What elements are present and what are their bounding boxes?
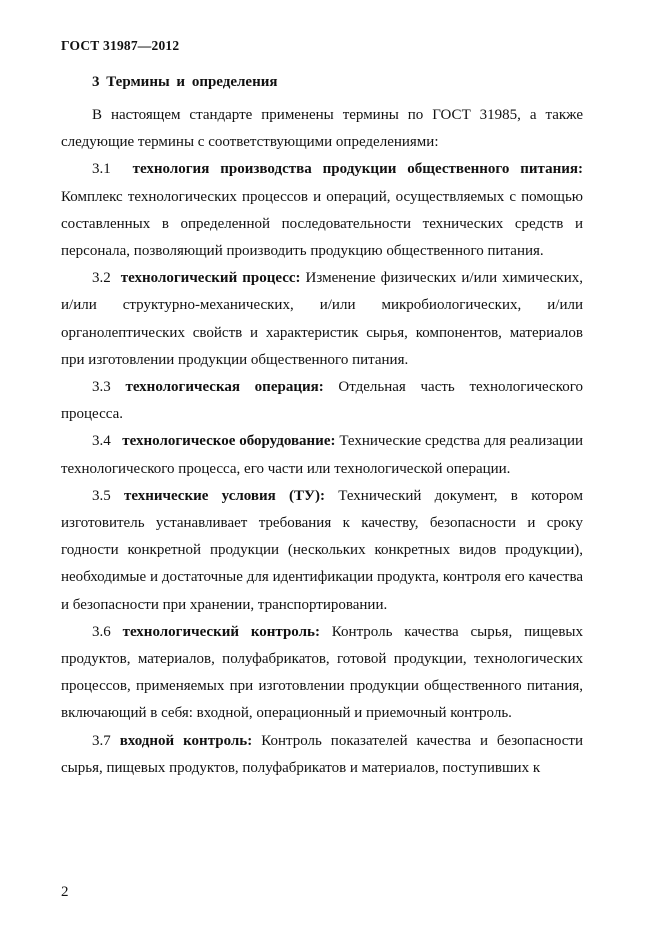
- definition-text: Технические средства для реализации технологического процесса, его части или технологической операции.: [61, 433, 583, 477]
- definition-paragraph: [61, 374, 583, 428]
- clause-number: 3.2: [92, 270, 111, 287]
- term: технология производства продукции общественного питания:: [132, 161, 584, 178]
- document-header: ГОСТ 31987—2012: [61, 38, 180, 53]
- clause-number: 3.1: [92, 161, 111, 178]
- clause-number: 3.5: [92, 487, 111, 504]
- definition-text: Технический документ, в котором изготовитель устанавливает требования к качеству, безопасности и сроку годности конкретной продукции (нескольких конкретных видов продукции), необходимые и достаточные для идентификации продукта, контроля его качества и безопасности при хранении, транспортировании.: [61, 487, 583, 613]
- intro-paragraph: В настоящем стандарте применены термины по ГОСТ 31985, а также следующие термины с соответствующими определениями:: [61, 107, 583, 151]
- clause-number: 3.4: [92, 433, 111, 450]
- definition-paragraph: [61, 728, 583, 782]
- definition-text: Изменение физических и/или химических, и/или структурно-механических, и/или микробиологических, и/или органолептических свойств и характеристик сырья, компонентов, материалов при изготовлении продукции общественного питания.: [61, 270, 583, 368]
- term: технологическая операция:: [125, 379, 324, 396]
- clause-number: 3.3: [92, 379, 111, 396]
- term: технологическое оборудование:: [122, 433, 336, 450]
- definition-paragraph: [61, 428, 583, 482]
- term: входной контроль:: [119, 732, 253, 749]
- clause-number: 3.7: [92, 732, 111, 749]
- clause-number: 3.6: [92, 623, 111, 640]
- term: технические условия (ТУ):: [124, 487, 325, 504]
- definition-text: Контроль качества сырья, пищевых продуктов, материалов, полуфабрикатов, готовой продукции, технологических процессов, применяемых при изготовлении продукции общественного питания, включающий в себя: входной, операционный и приемочный контроль.: [61, 623, 583, 722]
- section-title: 3 Термины и определения: [92, 74, 278, 90]
- term: технологический контроль:: [122, 623, 320, 640]
- definition-paragraph: [61, 265, 583, 374]
- definition-paragraph: [61, 483, 583, 619]
- definition-text: Отдельная часть технологического процесса.: [61, 379, 584, 423]
- page-number: 2: [61, 884, 69, 900]
- document-body: [61, 102, 583, 782]
- definition-text: Комплекс технологических процессов и операций, осуществляемых с помощью составленных в определенной последовательности технических средств и персонала, позволяющий производить продукцию общественного питания.: [61, 188, 583, 260]
- term: технологический процесс:: [120, 270, 301, 287]
- definition-paragraph: [61, 156, 583, 265]
- definition-paragraph: [61, 619, 583, 728]
- definition-text: Контроль показателей качества и безопасности сырья, пищевых продуктов, полуфабрикатов и материалов, поступивших к: [61, 732, 584, 776]
